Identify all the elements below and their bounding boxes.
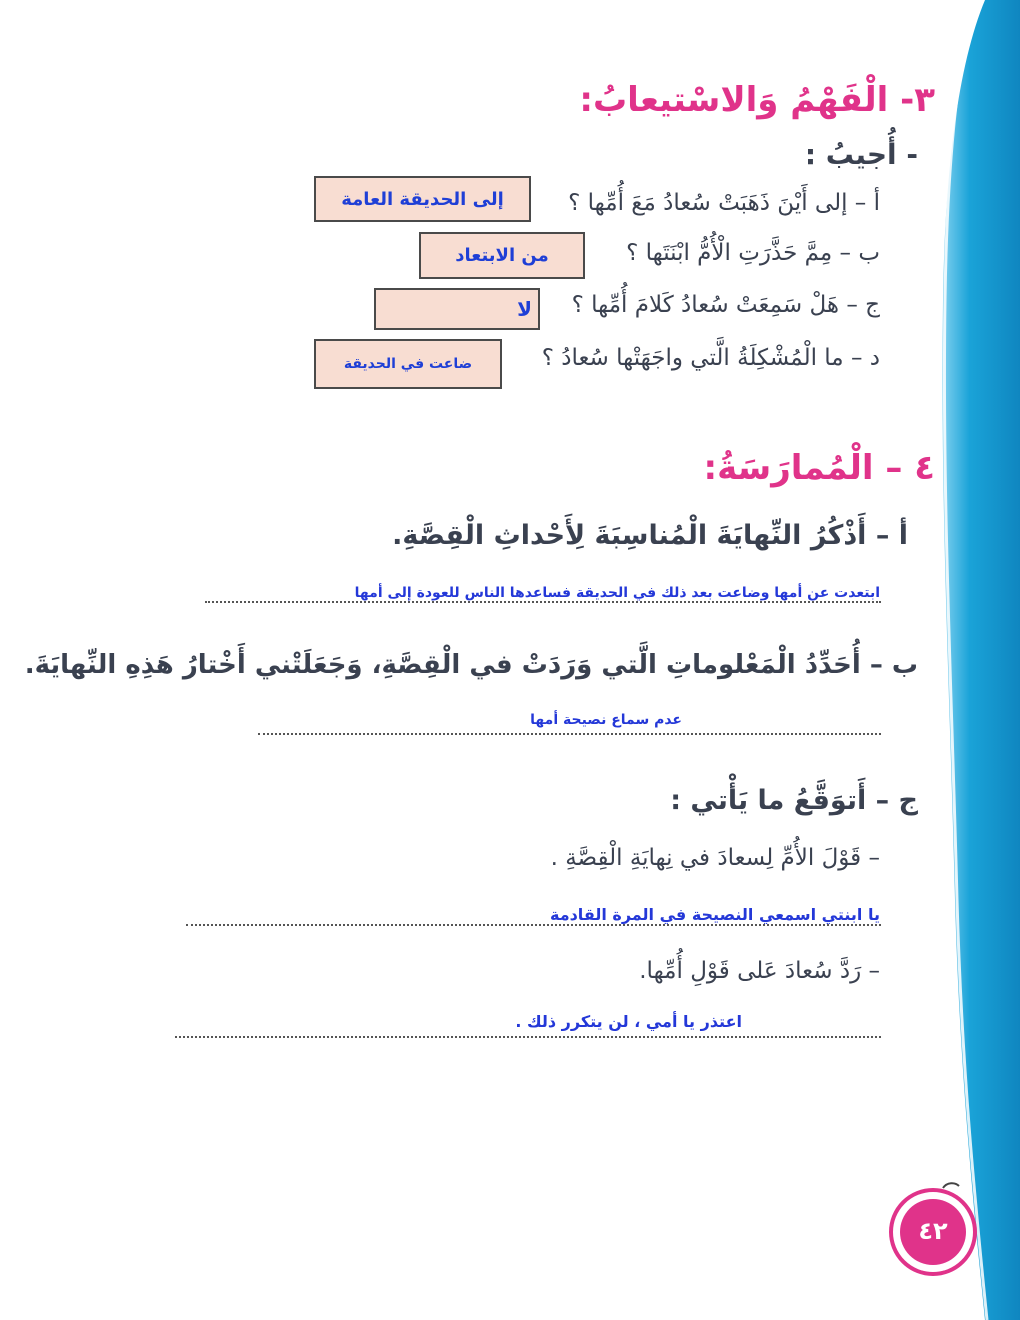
practice-question-a: أ – أَذْكُرُ النِّهايَةَ الْمُناسِبَةَ لِأَحْداثِ الْقِصَّةِ. <box>392 520 908 551</box>
answer-box-d[interactable]: ضاعت في الحديقة <box>314 339 502 389</box>
expect-answer-2[interactable]: اعتذر يا أمي ، لن يتكرر ذلك . <box>515 1012 742 1031</box>
expect-prompt-1: – قَوْلَ الأُمِّ لِسعادَ في نِهايَةِ الْقِصَّةِ . <box>550 845 880 871</box>
expect-prompt-2: – رَدَّ سُعادَ عَلى قَوْلِ أُمِّها. <box>639 958 880 984</box>
answer-line-c2 <box>175 1036 881 1038</box>
practice-answer-a[interactable]: ابتعدت عن أمها وضاعت بعد ذلك في الحديقة فساعدها الناس للعودة إلى أمها <box>354 585 880 601</box>
answer-line-b <box>258 733 881 735</box>
practice-answer-b[interactable]: عدم سماع نصيحة أمها <box>530 712 682 728</box>
practice-heading: ٤ – الْمُمارَسَةُ: <box>703 448 935 488</box>
question-a: أ – إلى أَيْنَ ذَهَبَتْ سُعادُ مَعَ أُمِّها ؟ <box>568 190 880 216</box>
answer-line-a <box>205 601 881 603</box>
answer-line-c1 <box>186 924 881 926</box>
page-number: ٤٢ <box>918 1217 948 1245</box>
answer-box-c[interactable]: لا <box>374 288 540 330</box>
answer-prompt: - أُجيبُ : <box>804 138 918 171</box>
comprehension-heading: ٣- الْفَهْمُ وَالاسْتيعابُ: <box>579 80 935 120</box>
practice-question-c: ج – أَتوَقَّعُ ما يَأْتي : <box>670 785 918 816</box>
answer-box-b[interactable]: من الابتعاد <box>419 232 585 279</box>
question-c: ج – هَلْ سَمِعَتْ سُعادُ كَلامَ أُمِّها ؟ <box>571 292 880 318</box>
question-b: ب – مِمَّ حَذَّرَتِ الْأُمُّ ابْنَتَها ؟ <box>626 240 880 266</box>
question-d: د – ما الْمُشْكِلَةُ الَّتي واجَهَتْها سُعادُ ؟ <box>541 345 880 371</box>
practice-question-b: ب – أُحَدِّدُ الْمَعْلوماتِ الَّتي وَرَدَتْ في الْقِصَّةِ، وَجَعَلَتْني أَخْتارُ هَذِهِ النِّهايَةَ. <box>24 650 918 680</box>
expect-answer-1[interactable]: يا ابنتي اسمعي النصيحة في المرة القادمة <box>549 905 880 924</box>
answer-box-a[interactable]: إلى الحديقة العامة <box>314 176 531 222</box>
